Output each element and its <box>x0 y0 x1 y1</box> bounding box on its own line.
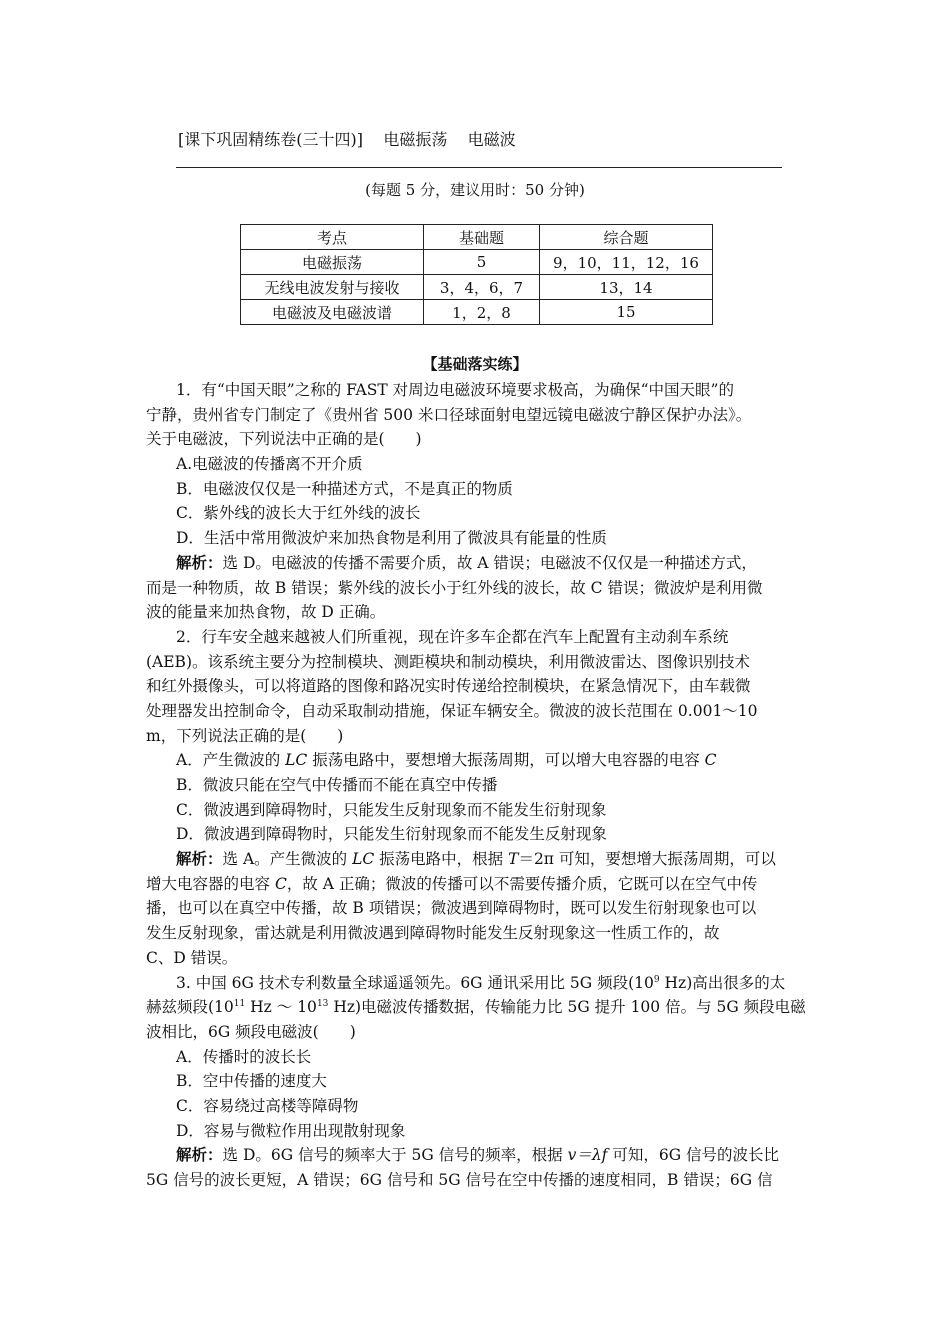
q1-stem-line: 1．有“中国天眼”之称的 FAST 对周边电磁波环境要求极高，为确保“中国天眼”的 <box>176 381 734 399</box>
table-header-cell: 基础题 <box>424 225 540 250</box>
q1-analysis-line: 而是一种物质，故 B 错误；紫外线的波长小于红外线的波长，故 C 错误；微波炉是利用微 <box>146 578 763 597</box>
table-cell: 15 <box>540 300 713 325</box>
text: 可知，6G 信号的波长比 <box>607 1146 780 1165</box>
table-row <box>241 300 713 325</box>
table-cell: 电磁振荡 <box>241 250 424 275</box>
topic-table <box>240 224 713 325</box>
q1-stem-line: 宁静，贵州省专门制定了《贵州省 500 米口径球面射电望远镜电磁波宁静区保护办法》。 <box>146 405 752 424</box>
text: 增大电容器的电容 <box>146 874 275 893</box>
q2-option-b: B．微波只能在空气中传播而不能在真空中传播 <box>176 776 498 794</box>
text: ＝2π 可知，要想增大振荡周期，可以 <box>518 850 776 869</box>
q2-stem-line: (AEB)。该系统主要分为控制模块、测距模块和制动模块，利用微波雷达、图像识别技术 <box>146 652 750 671</box>
symbol-lc: LC <box>352 850 375 869</box>
text: 赫兹频段(10 <box>146 998 234 1017</box>
table-cell: 无线电波发射与接收 <box>241 275 424 300</box>
analysis-label: 解析： <box>176 1145 223 1165</box>
q1-option-a: A.电磁波的传播离不开介质 <box>176 455 363 474</box>
q2-option-d: D．微波遇到障碍物时，只能发生衍射现象而不能发生反射现象 <box>176 825 607 844</box>
table-cell: 13，14 <box>540 275 713 300</box>
analysis-label: 解析： <box>176 552 223 572</box>
q3-stem-line <box>146 971 810 996</box>
q3-stem-line <box>146 995 810 1020</box>
text: 选 A。产生微波的 <box>222 850 353 869</box>
q3-stem-line: 波相比，6G 频段电磁波( ) <box>146 1022 356 1041</box>
analysis-label: 解析： <box>176 849 223 869</box>
text: 振荡电路中，要想增大振荡周期，可以增大电容器的电容 <box>307 751 705 770</box>
text: A．产生微波的 <box>176 751 286 770</box>
q1-option-d: D．生活中常用微波炉来加热食物是利用了微波具有能量的性质 <box>176 529 607 548</box>
analysis-text: 选 D。电磁波的传播不需要介质，故 A 错误；电磁波不仅仅是一种描述方式， <box>222 553 757 572</box>
symbol-c: C <box>274 874 287 893</box>
formula: v＝λf <box>567 1146 608 1165</box>
q2-stem-line: 和红外摄像头，可以将道路的图像和路况实时传递给控制模块，在紧急情况下，由车载微 <box>146 677 751 696</box>
q3-option-b: B．空中传播的速度大 <box>176 1072 327 1091</box>
q1-analysis-line: 波的能量来加热食物，故 D 正确。 <box>146 603 386 622</box>
q2-analysis-line <box>146 847 810 872</box>
q2-analysis-line: 播，也可以在真空中传播，故 B 项错误；微波遇到障碍物时，既可以发生衍射现象也可以 <box>146 899 757 918</box>
text: Hz)电磁波传播数据，传输能力比 5G 提升 100 倍。与 5G 频段电磁 <box>328 998 806 1017</box>
title-divider <box>176 167 782 168</box>
table-row <box>241 275 713 300</box>
table-cell: 5 <box>424 250 540 275</box>
table-cell: 9，10，11，12，16 <box>540 250 713 275</box>
exponent: 9 <box>653 974 660 985</box>
text: Hz)高出很多的太 <box>659 973 786 992</box>
symbol-lc: LC <box>285 751 308 770</box>
q2-option-c: C．微波遇到障碍物时，只能发生反射现象而不能发生衍射现象 <box>176 800 607 819</box>
q2-stem-line: 2．行车安全越来越被人们所重视，现在许多车企都在汽车上配置有主动刹车系统 <box>176 627 729 646</box>
q3-option-a: A．传播时的波长长 <box>176 1047 312 1066</box>
q1-stem-line: 关于电磁波，下列说法中正确的是( ) <box>146 430 422 449</box>
text: Hz ～ 10 <box>245 998 317 1017</box>
q1-option-b: B．电磁波仅仅是一种描述方式，不是真正的物质 <box>176 479 513 498</box>
table-header-cell: 综合题 <box>540 225 713 250</box>
q2-stem-line: m，下列说法正确的是( ) <box>146 726 344 745</box>
exponent: 13 <box>316 999 329 1010</box>
text: 振荡电路中，根据 <box>374 850 509 869</box>
table-cell: 3，4，6，7 <box>424 275 540 300</box>
section-title: 【基础落实练】 <box>422 355 528 373</box>
q3-option-d: D．容易与微粒作用出现散射现象 <box>176 1121 406 1140</box>
text: ，故 A 正确；微波的传播可以不需要传播介质，它既可以在空气中传 <box>286 874 758 893</box>
table-header-row <box>241 225 713 250</box>
text: 选 D。6G 信号的频率大于 5G 信号的频率，根据 <box>222 1146 568 1165</box>
text: 3. 中国 6G 技术专利数量全球遥遥领先。6G 通讯采用比 5G 频段(10 <box>176 973 654 992</box>
q3-analysis-line: 5G 信号的波长更短，A 错误；6G 信号和 5G 信号在空中传播的速度相同，B 错误；6G 信 <box>146 1171 773 1189</box>
symbol-t: T <box>508 850 519 869</box>
questions-body <box>146 378 810 1193</box>
table-cell: 电磁波及电磁波谱 <box>241 300 424 325</box>
table-header-cell: 考点 <box>241 225 424 250</box>
q2-analysis-line <box>146 872 810 897</box>
table-row <box>241 250 713 275</box>
q3-option-c: C．容易绕过高楼等障碍物 <box>176 1096 359 1115</box>
q2-stem-line: 处理器发出控制命令，自动采取制动措施，保证车辆安全。微波的波长范围在 0.001～10 <box>146 701 758 720</box>
table-cell: 1，2，8 <box>424 300 540 325</box>
exponent: 11 <box>233 999 246 1010</box>
q3-analysis-line <box>146 1143 810 1168</box>
q1-option-c: C．紫外线的波长大于红外线的波长 <box>176 504 421 523</box>
q2-option-a <box>146 748 810 773</box>
symbol-c: C <box>704 751 717 770</box>
page-title: [课下巩固精练卷(三十四)] 电磁振荡 电磁波 <box>178 130 516 149</box>
q1-analysis-line <box>146 551 810 576</box>
q2-analysis-line: C、D 错误。 <box>146 948 238 967</box>
q2-analysis-line: 发生反射现象，雷达就是利用微波遇到障碍物时能发生反射现象这一性质工作的，故 <box>146 924 720 943</box>
time-note: (每题 5 分，建议用时：50 分钟) <box>365 181 585 199</box>
